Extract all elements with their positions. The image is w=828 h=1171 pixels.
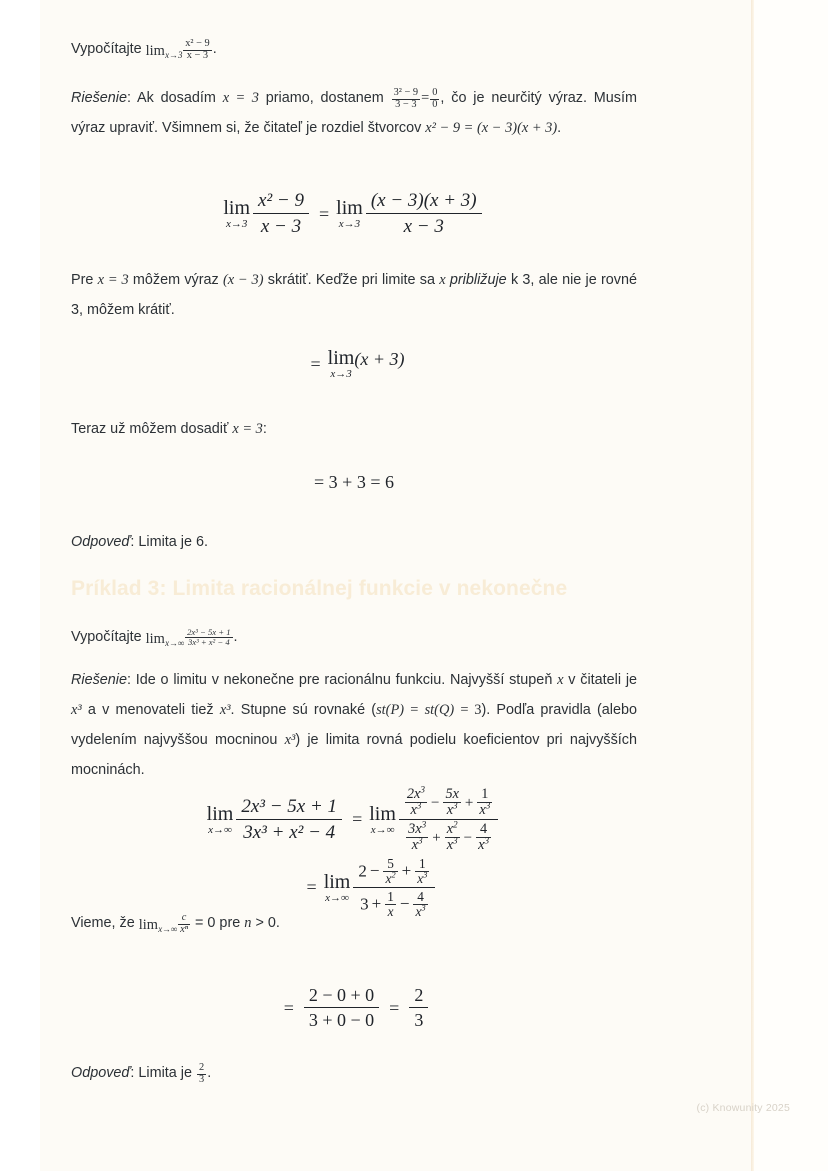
solution-2-x3-b: x³	[219, 702, 231, 718]
task-1-limit-operator	[146, 36, 183, 67]
answer-2-block	[71, 1058, 637, 1088]
fraction-numerator: c	[178, 913, 190, 925]
fraction-denominator: 3 + $\frac{1}{x}$ − $\frac{4}{x^3}$	[360, 888, 426, 919]
fraction-denominator: 3	[199, 1073, 205, 1085]
eq2-equals: =	[310, 353, 321, 374]
lim-subscript: x→∞	[325, 891, 349, 904]
display-equation-5	[71, 985, 637, 1031]
para-4-b: = 0 pre	[195, 915, 241, 931]
solution-2-text-d: . Stupne sú rovnaké (	[230, 702, 377, 718]
eq4-lim-left	[207, 804, 234, 836]
eq4-right-fraction	[399, 787, 498, 853]
solution-1-equals: =	[421, 90, 430, 106]
fraction-numerator: $\frac{2x^3}{x^3}$ − $\frac{5x}{x^3}$ + $\frac{1}{x^3}$	[399, 787, 498, 820]
para-2-expression: (x − 3)	[222, 272, 264, 288]
eq3-text: = 3 + 3 = 6	[314, 472, 394, 492]
answer-2-colon: :	[130, 1065, 135, 1081]
eq1-lim-left	[223, 198, 250, 230]
para-4-n: n	[244, 915, 252, 931]
eq4-lim-right	[369, 804, 396, 836]
para-2-c: skrátiť. Keďže pri limite sa	[267, 272, 435, 288]
eq4-den-term-1: $\frac{3x^3}{x^3}$	[408, 820, 427, 853]
eq4-num-term-3: $\frac{1}{x^3}$	[479, 786, 491, 818]
task-1-fraction	[183, 39, 212, 62]
solution-2-text-e: ). Podľa pravidla (alebo vydelením najvyššou mocninou	[71, 702, 637, 748]
lim-subscript: x→∞	[370, 823, 395, 836]
fraction-denominator: xⁿ	[180, 923, 189, 935]
paragraph-3	[71, 414, 637, 444]
solution-1-block	[71, 83, 637, 143]
solution-1-text-b: priamo, dostanem	[265, 90, 384, 106]
para-3-x-equals-3: x = 3	[232, 421, 263, 437]
display-equation-4	[71, 787, 637, 919]
answer-1-colon: :	[130, 534, 135, 550]
eq4-line2-equals: =	[306, 877, 317, 898]
solution-1-text-c: , čo je neurčitý výraz. Musím výraz upraviť. Všimnem si, že čitateľ je rozdiel štvorcov	[71, 90, 637, 136]
answer-2-period: .	[207, 1065, 212, 1081]
task-2-text	[71, 622, 637, 655]
eq4-num-term-1: $\frac{2x^3}{x^3}$	[406, 785, 425, 818]
eq1-right-fraction	[366, 190, 482, 238]
solution-1-text-a: Ak dosadím	[137, 90, 216, 106]
lim-word: lim	[323, 870, 351, 893]
solution-2-text-b: v čitateli je	[568, 672, 638, 688]
fraction-denominator: x − 3	[260, 216, 302, 237]
eq4-line2-num-term-2: $\frac{5}{x^2}$	[385, 855, 396, 886]
lim-subscript: x→3	[338, 218, 361, 230]
eq4-den-term-3: $\frac{4}{x^3}$	[478, 820, 490, 853]
fraction-numerator: 0	[432, 87, 438, 99]
solution-2-text-f: ) je limita rovná podielu koeficientov pri najvyšších mocninách.	[71, 732, 638, 778]
document-content	[71, 0, 637, 1171]
paragraph-2-block	[71, 265, 637, 325]
lim-subscript: x→3	[330, 368, 352, 380]
fraction-denominator: 3x³ + x² − 4	[187, 637, 230, 648]
solution-1-paragraph	[71, 83, 637, 143]
lim-word: lim	[369, 802, 396, 825]
answer-2-label: Odpoveď	[71, 1065, 131, 1081]
eq1-left-fraction	[253, 190, 309, 238]
eq2-lim	[328, 348, 355, 380]
solution-2-eq-2: = 3	[460, 702, 482, 718]
lim-word: lim	[327, 347, 355, 369]
fraction-numerator: 2 − 0 + 0	[304, 985, 379, 1008]
lim-word: lim	[145, 631, 165, 648]
paragraph-4	[71, 908, 637, 941]
para-2-a: Pre	[71, 272, 94, 288]
para-2-x: x	[439, 272, 446, 288]
lim-subscript: x→∞	[158, 923, 178, 934]
solution-1-x-equals-3: x = 3	[222, 90, 259, 106]
eq5-left-fraction	[304, 985, 379, 1031]
eq5-equals-2: =	[389, 997, 400, 1018]
display-equation-3-block	[71, 472, 637, 493]
lim-subscript: x→∞	[208, 823, 232, 836]
fraction-numerator: 2x³ − 5x + 1	[187, 627, 231, 638]
fraction-denominator: 3 − 3	[395, 98, 417, 110]
display-equation-3	[71, 472, 637, 493]
eq4-equals: =	[352, 809, 363, 830]
eq4-line-1	[71, 787, 637, 853]
para-2-d: k 3, ale nie je rovné 3, môžem krátiť.	[71, 272, 637, 318]
answer-2-text: Limita je	[138, 1065, 192, 1081]
display-equation-2-block	[71, 348, 637, 380]
solution-1-fraction-2	[430, 88, 439, 111]
lim-subscript: x→3	[165, 49, 183, 60]
solution-2-x3-c: x³	[284, 732, 296, 748]
para-4-limit-operator	[139, 910, 177, 941]
eq5-result-fraction	[409, 985, 428, 1031]
solution-2-eq-1: =	[410, 702, 419, 718]
task-2-fraction	[185, 628, 232, 647]
lim-word: lim	[138, 917, 158, 934]
task-1-text	[71, 34, 637, 67]
fraction-numerator: x² − 9	[253, 190, 309, 214]
eq2-body: (x + 3)	[354, 348, 405, 369]
fraction-denominator: 3	[414, 1010, 424, 1030]
answer-2-fraction	[197, 1063, 206, 1086]
eq4-line2-den-term-3: $\frac{4}{x^3}$	[415, 888, 426, 919]
solution-1-expression: x² − 9 = (x − 3)(x + 3)	[425, 120, 558, 136]
solution-1-label: Riešenie	[71, 90, 127, 106]
page-left-edge	[0, 0, 40, 1171]
lim-word: lim	[336, 197, 363, 219]
fraction-denominator: 3x³ + x² − 4	[243, 821, 336, 843]
para-3-text: Teraz už môžem dosadiť	[71, 421, 229, 437]
solution-2-x3-a: x³	[71, 702, 82, 718]
eq1-lim-right	[336, 198, 363, 230]
fraction-numerator: 2 − $\frac{5}{x^2}$ + $\frac{1}{x^3}$	[353, 857, 435, 888]
eq4-num-term-2: $\frac{5x}{x^3}$	[445, 786, 459, 818]
answer-2	[71, 1058, 637, 1088]
para-4-c: > 0.	[255, 915, 280, 931]
para-4-a: Vieme, že	[71, 915, 135, 931]
fraction-numerator: 2x³ − 5x + 1	[236, 796, 342, 820]
para-2-italic-word: približuje	[449, 272, 507, 288]
fraction-denominator: 3 + 0 − 0	[308, 1010, 375, 1030]
fraction-denominator: x − 3	[403, 216, 444, 237]
para-2-b: môžem výraz	[132, 272, 219, 288]
fraction-numerator: (x − 3)(x + 3)	[366, 190, 482, 214]
solution-2-text-a: Ide o limitu v nekonečne pre racionálnu funkciu. Najvyšší stupeň	[135, 672, 553, 688]
fraction-denominator: $\frac{3x^3}{x^3}$ + $\frac{x^2}{x^3}$ − $\frac{4}{x^3}$	[408, 820, 490, 853]
solution-2-block	[71, 665, 637, 785]
eq4-den-term-2: $\frac{x^2}{x^3}$	[446, 820, 458, 853]
display-equation-5-block	[71, 985, 637, 1031]
solution-2-paragraph	[71, 665, 637, 785]
eq4-left-fraction	[236, 796, 342, 844]
eq1-equals: =	[318, 203, 330, 224]
display-equation-1	[71, 190, 637, 238]
task-1-period: .	[212, 41, 217, 57]
solution-2-text-c: a v menovateli tiež	[87, 702, 214, 718]
section-heading: Príklad 3: Limita racionálnej funkcie v nekonečne	[71, 577, 568, 600]
fraction-numerator: x² − 9	[185, 38, 210, 50]
task-2-limit-operator	[146, 624, 184, 655]
fraction-numerator: 3² − 9	[393, 87, 419, 99]
solution-2-colon: :	[127, 672, 131, 688]
lim-subscript: x→∞	[165, 637, 185, 648]
section-heading-block	[71, 576, 637, 601]
eq4-line2-lim	[324, 872, 351, 904]
eq4-line2-num-term-3: $\frac{1}{x^3}$	[417, 855, 428, 886]
solution-1-colon: :	[127, 90, 131, 106]
solution-2-st-p: st(P)	[376, 702, 405, 718]
answer-1-label: Odpoveď	[71, 534, 131, 550]
watermark: (c) Knowunity 2025	[696, 1102, 790, 1114]
solution-2-x: x	[557, 672, 564, 688]
solution-2-label: Riešenie	[71, 672, 127, 688]
task-1-lead: Vypočítajte	[71, 41, 142, 57]
task-1-line	[71, 34, 637, 67]
solution-1-fraction-1	[392, 88, 421, 111]
para-2-x-equals-3: x = 3	[97, 272, 129, 288]
para-4-fraction	[178, 913, 190, 936]
display-equation-2	[71, 348, 637, 380]
fraction-denominator: 0	[432, 98, 438, 110]
fraction-numerator: 2	[409, 985, 428, 1008]
lim-word: lim	[223, 197, 251, 219]
para-3-colon: :	[262, 421, 267, 437]
fraction-denominator: x − 3	[186, 49, 209, 61]
page-right-margin	[754, 0, 828, 1171]
paragraph-3-block	[71, 414, 637, 444]
lim-word: lim	[206, 802, 234, 825]
task-2-line	[71, 622, 637, 655]
paragraph-2	[71, 265, 637, 325]
eq5-equals: =	[283, 997, 294, 1018]
solution-2-st-q: st(Q)	[424, 702, 455, 718]
paragraph-4-block	[71, 908, 637, 941]
task-2-period: .	[233, 629, 238, 645]
solution-1-end: .	[557, 120, 562, 136]
display-equation-1-block	[71, 190, 637, 238]
task-2-lead: Vypočítajte	[71, 629, 142, 645]
lim-subscript: x→3	[226, 218, 248, 230]
display-equation-4-block	[71, 787, 637, 919]
eq4-line2-den-term-2: $\frac{1}{x}$	[387, 888, 394, 919]
fraction-numerator: 2	[199, 1062, 205, 1074]
answer-1-text: Limita je 6.	[138, 534, 208, 550]
lim-word: lim	[145, 43, 165, 60]
answer-1-block	[71, 527, 637, 557]
answer-1	[71, 527, 637, 557]
